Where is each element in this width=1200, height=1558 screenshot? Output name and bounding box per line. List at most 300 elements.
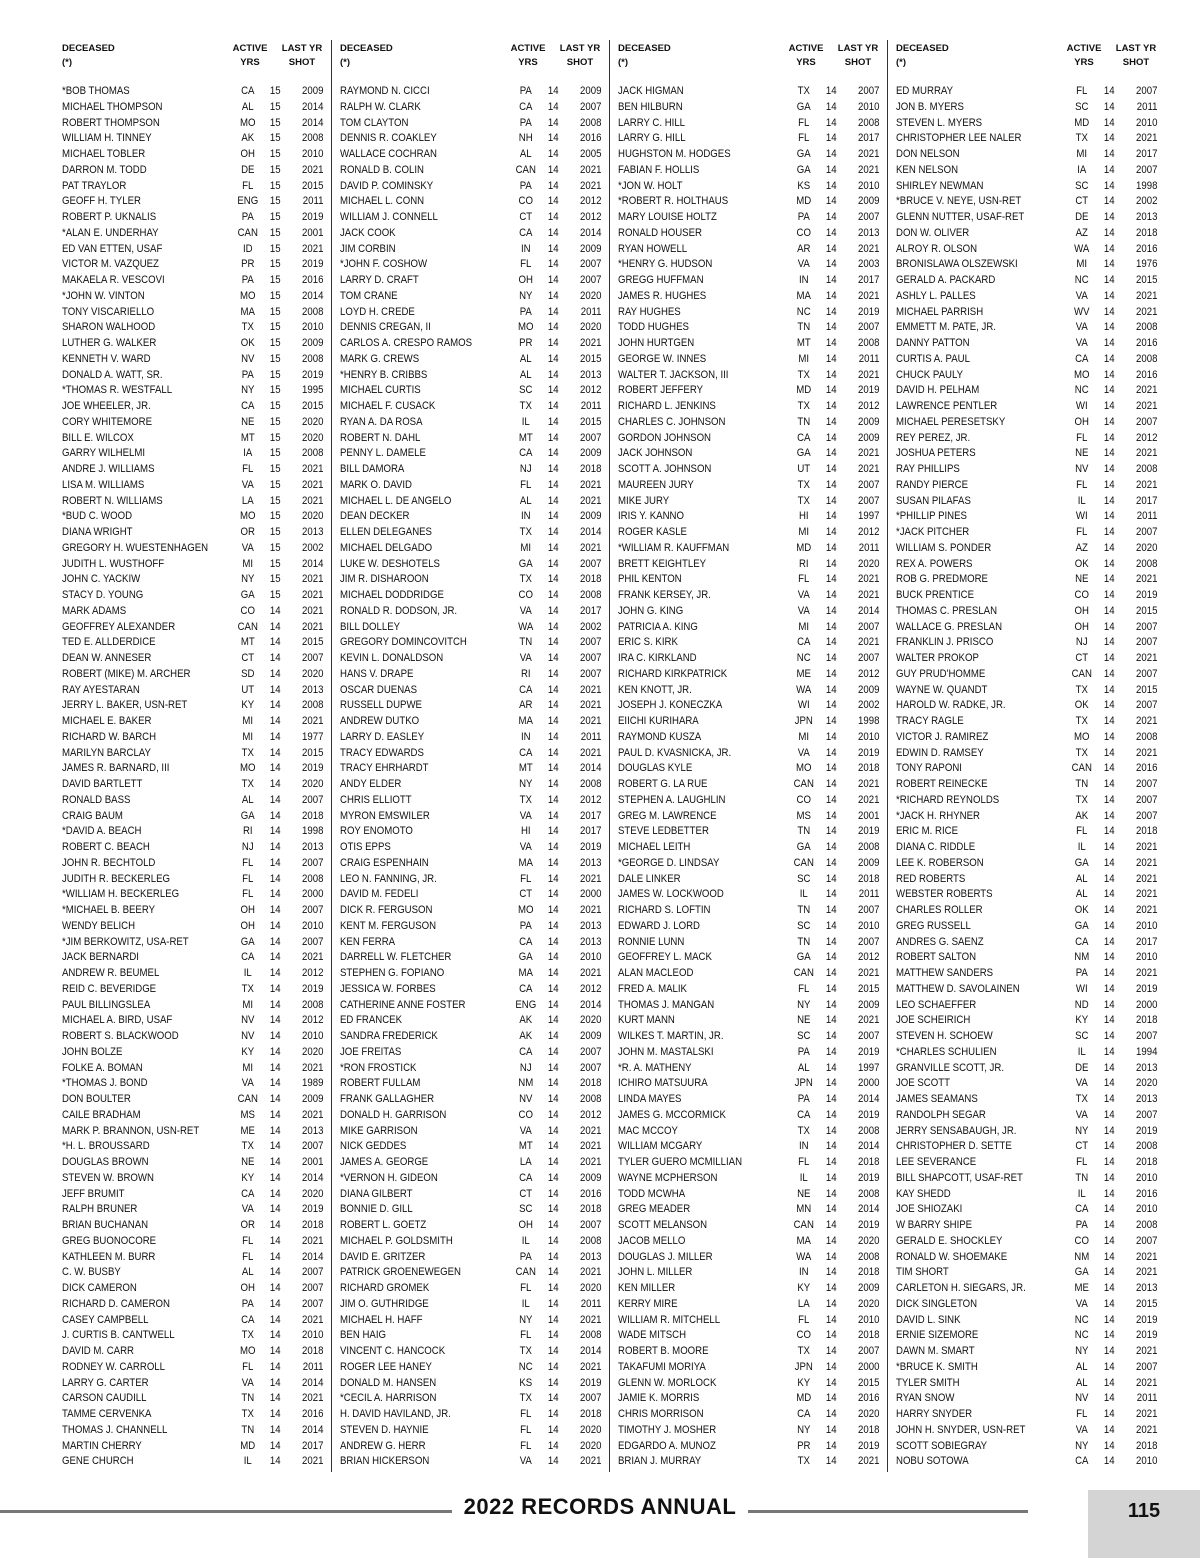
last-year-shot: 2021 (580, 337, 602, 349)
shooter-name: MARK G. CREWS (340, 352, 420, 365)
state-code: ME (1074, 1282, 1089, 1294)
shooter-name: DONALD H. GARRISON (340, 1108, 447, 1121)
list-item (618, 761, 880, 777)
last-year-shot: 2000 (858, 1077, 880, 1090)
active-years-header: ACTIVE YRS (1066, 43, 1102, 68)
shooter-name: ROGER LEE HANEY (340, 1360, 432, 1373)
active-years: 14 (547, 746, 559, 759)
list-item (618, 856, 880, 872)
last-year-shot: 2010 (1136, 116, 1158, 129)
active-years: 14 (825, 1297, 837, 1310)
active-years: 14 (269, 1297, 281, 1310)
last-year-shot: 2012 (580, 1108, 602, 1121)
shooter-name: JACK HIGMAN (618, 85, 684, 97)
list-item (618, 1155, 880, 1171)
last-year-shot: 2021 (858, 1455, 880, 1468)
list-item (340, 320, 602, 336)
active-years: 14 (1103, 951, 1115, 964)
list-item (62, 352, 324, 368)
state-code: IL (1077, 1187, 1086, 1200)
shooter-name: JOHN R. BECHTOLD (62, 856, 156, 869)
state-code: FL (520, 872, 532, 885)
last-year-shot: 2012 (580, 793, 602, 806)
last-year-shot: 2008 (302, 132, 324, 145)
state-code: MI (242, 715, 254, 727)
state-code: MO (240, 510, 256, 523)
list-item (62, 1029, 324, 1045)
state-code: AL (241, 1266, 254, 1279)
active-years: 14 (547, 1297, 559, 1310)
state-code: FL (242, 1234, 254, 1247)
shooter-name: *HENRY B. CRIBBS (340, 368, 428, 381)
last-year-shot: 2013 (580, 368, 602, 381)
last-year-shot: 2021 (858, 1014, 880, 1027)
last-year-shot: 2008 (302, 352, 324, 365)
active-years: 14 (547, 904, 559, 916)
active-years: 14 (269, 809, 281, 822)
state-code: MO (1074, 368, 1090, 381)
column-divider (331, 40, 332, 1472)
state-code: NY (797, 998, 811, 1011)
state-code: WI (1075, 982, 1088, 995)
shooter-name: VICTOR M. VAZQUEZ (62, 258, 159, 271)
state-code: MO (518, 321, 534, 334)
shooter-name: PHIL KENTON (618, 573, 682, 586)
list-item (896, 446, 1158, 462)
shooter-name: TRACY EHRHARDT (340, 762, 429, 775)
last-year-shot: 2008 (858, 1124, 880, 1137)
last-year-shot: 2007 (1136, 163, 1158, 176)
shooter-name: CATHERINE ANNE FOSTER (340, 998, 466, 1011)
shooter-name: LEO N. FANNING, JR. (340, 872, 437, 885)
list-item (62, 698, 324, 714)
state-code: IL (1077, 1045, 1086, 1058)
state-code: OH (240, 904, 255, 916)
column-header (896, 40, 1158, 80)
active-years: 14 (825, 1140, 837, 1153)
state-code: TN (797, 415, 811, 428)
last-year-shot: 2011 (580, 1297, 602, 1310)
last-year-shot: 2018 (858, 762, 880, 775)
shooter-name: LARRY D. CRAFT (340, 274, 419, 286)
list-item (618, 194, 880, 210)
list-item (618, 84, 880, 100)
list-item (62, 1391, 324, 1407)
list-item (896, 257, 1158, 273)
last-year-shot: 2021 (1136, 967, 1158, 979)
state-code: SC (797, 872, 811, 885)
state-code: TN (1075, 1171, 1089, 1184)
state-code: VA (241, 1077, 254, 1090)
shooter-name: MICHAEL PERESETSKY (896, 415, 1006, 428)
last-year-shot: 2021 (1136, 904, 1158, 916)
active-years: 14 (269, 715, 281, 727)
state-code: CA (519, 1171, 533, 1184)
last-year-shot: 2021 (1136, 856, 1158, 869)
active-years: 14 (1103, 636, 1115, 649)
shooter-name: WALLACE G. PRESLAN (896, 620, 1003, 633)
list-item (896, 116, 1158, 132)
list-item (340, 1360, 602, 1376)
last-year-shot: 2014 (302, 1171, 324, 1184)
shooter-name: CHARLES ROLLER (896, 904, 983, 916)
shooter-column-1 (62, 40, 324, 1466)
shooter-name: DENNIS CREGAN, II (340, 321, 431, 334)
shooter-name: HUGHSTON M. HODGES (618, 148, 731, 160)
list-item (62, 273, 324, 289)
active-years: 14 (1103, 195, 1115, 208)
last-year-shot: 2010 (1136, 1203, 1158, 1216)
state-code: VA (241, 1376, 254, 1389)
list-item (62, 809, 324, 825)
last-year-shot: 2010 (302, 919, 324, 932)
list-item (896, 793, 1158, 809)
active-years: 14 (1103, 1108, 1115, 1121)
list-item (896, 100, 1158, 116)
shooter-list (340, 84, 602, 1470)
last-year-shot: 2015 (1136, 683, 1158, 696)
active-years: 14 (547, 85, 559, 97)
shooter-name: *RON FROSTICK (340, 1061, 417, 1074)
shooter-name: DARRELL W. FLETCHER (340, 951, 452, 964)
list-item (340, 336, 602, 352)
list-item (62, 777, 324, 793)
last-year-shot: 2013 (302, 526, 324, 538)
state-code: IL (1077, 494, 1086, 507)
state-code: GA (1074, 1266, 1089, 1279)
last-year-shot: 2021 (302, 951, 324, 964)
state-code: TX (241, 1140, 254, 1153)
list-item (62, 982, 324, 998)
state-code: MI (1076, 148, 1088, 160)
state-code: CA (519, 683, 533, 696)
active-years: 15 (269, 211, 281, 223)
list-item (340, 683, 602, 699)
active-years: 14 (547, 478, 559, 491)
list-item (62, 1439, 324, 1455)
state-code: NE (797, 1187, 811, 1200)
last-year-shot: 2007 (1136, 526, 1158, 538)
list-item (340, 604, 602, 620)
list-item (618, 1202, 880, 1218)
state-code: MI (242, 557, 254, 570)
state-code: CO (240, 604, 255, 617)
active-years: 15 (269, 510, 281, 523)
state-code: CO (796, 226, 811, 239)
shooter-name: ANDREW G. HERR (340, 1439, 426, 1452)
list-item (340, 1076, 602, 1092)
state-code: TX (519, 1345, 532, 1357)
last-year-shot: 2014 (858, 604, 880, 617)
shooter-name: MARK P. BRANNON, USN-RET (62, 1124, 200, 1137)
list-item (896, 525, 1158, 541)
shooter-name: *PHILLIP PINES (896, 510, 967, 523)
state-code: SC (1075, 179, 1089, 192)
list-item (618, 525, 880, 541)
last-year-shot: 2007 (1136, 699, 1158, 712)
last-year-shot: 2008 (858, 1250, 880, 1263)
active-years: 14 (825, 1124, 837, 1137)
state-code: MO (1074, 730, 1090, 743)
shooter-name: LARRY G. HILL (618, 132, 686, 145)
shooter-name: BRIAN J. MURRAY (618, 1455, 702, 1468)
active-years: 15 (269, 478, 281, 491)
list-item (896, 478, 1158, 494)
state-code: KS (519, 1376, 533, 1389)
shooter-name: J. CURTIS B. CANTWELL (62, 1329, 175, 1342)
active-years: 14 (825, 699, 837, 712)
state-code: RI (242, 825, 253, 838)
list-item (340, 352, 602, 368)
shooter-name: MIKE JURY (618, 494, 670, 507)
active-years: 14 (269, 683, 281, 696)
last-year-shot: 2008 (1136, 463, 1158, 475)
state-code: MI (242, 730, 254, 743)
last-year-shot: 2021 (1136, 289, 1158, 302)
shooter-name: RANDY PIERCE (896, 478, 969, 491)
last-year-shot: 2008 (1136, 1140, 1158, 1153)
active-years: 15 (269, 242, 281, 255)
list-item (62, 872, 324, 888)
active-years: 14 (547, 573, 559, 586)
active-years: 14 (547, 368, 559, 381)
list-item (62, 257, 324, 273)
last-year-shot: 1976 (1136, 258, 1158, 271)
list-item (618, 1250, 880, 1266)
state-code: NM (518, 1077, 534, 1090)
shooter-name: VINCENT C. HANCOCK (340, 1345, 446, 1357)
state-code: MO (240, 116, 256, 129)
active-years: 14 (825, 809, 837, 822)
list-item (62, 131, 324, 147)
last-year-shot: 2009 (580, 242, 602, 255)
last-year-shot: 2018 (580, 463, 602, 475)
list-item (618, 289, 880, 305)
list-item (618, 919, 880, 935)
active-years: 14 (1103, 1392, 1115, 1405)
shooter-name: GARRY WILHELMI (62, 447, 146, 460)
last-year-shot: 2007 (580, 652, 602, 664)
state-code: JPN (794, 1077, 813, 1090)
shooter-name: ROBERT B. MOORE (618, 1345, 709, 1357)
list-item (62, 572, 324, 588)
shooter-name: GLENN W. MORLOCK (618, 1376, 717, 1389)
active-years: 15 (269, 305, 281, 318)
state-code: CO (1074, 589, 1089, 601)
column-header (618, 40, 880, 80)
active-years: 14 (825, 195, 837, 208)
state-code: FL (520, 1423, 532, 1436)
list-item (340, 289, 602, 305)
active-years: 14 (1103, 1360, 1115, 1373)
list-item (896, 1155, 1158, 1171)
list-item (618, 635, 880, 651)
active-years: 14 (825, 541, 837, 554)
active-years: 14 (1103, 1171, 1115, 1184)
last-year-shot: 2007 (302, 793, 324, 806)
shooter-name: STEPHEN G. FOPIANO (340, 967, 445, 979)
last-year-shot: 2021 (302, 1313, 324, 1326)
list-item (618, 163, 880, 179)
shooter-name: ANDRES G. SAENZ (896, 935, 984, 948)
state-code: VA (1075, 1077, 1088, 1090)
active-years: 14 (825, 526, 837, 538)
shooter-name: CHRISTOPHER D. SETTE (896, 1140, 1012, 1153)
active-years: 14 (269, 825, 281, 838)
shooter-name: BILL E. WILCOX (62, 431, 134, 444)
state-code: VA (241, 541, 254, 554)
last-year-shot: 2020 (580, 1014, 602, 1027)
active-years: 14 (269, 1313, 281, 1326)
state-code: IL (243, 1455, 252, 1468)
active-years: 14 (1103, 1093, 1115, 1105)
page-footer (0, 1490, 1200, 1558)
shooter-name: RICHARD L. JENKINS (618, 400, 716, 412)
shooter-name: MICHAEL DODDRIDGE (340, 589, 444, 601)
list-item (618, 683, 880, 699)
list-item (618, 478, 880, 494)
state-code: LA (519, 1156, 532, 1168)
last-year-shot: 2021 (580, 1360, 602, 1373)
active-years: 14 (269, 1093, 281, 1105)
list-item (618, 305, 880, 321)
list-item (618, 1187, 880, 1203)
state-code: GA (518, 951, 533, 964)
active-years-header: ACTIVE YRS (510, 43, 546, 68)
shooter-name: KEN KNOTT, JR. (618, 683, 692, 696)
active-years: 14 (825, 1219, 837, 1231)
state-code: NC (1074, 274, 1089, 286)
shooter-name: *THOMAS J. BOND (62, 1077, 148, 1090)
last-year-shot: 2021 (302, 589, 324, 601)
list-item (62, 226, 324, 242)
active-years: 14 (547, 321, 559, 334)
shooter-name: RAYMOND KUSZA (618, 730, 702, 743)
active-years: 14 (825, 1360, 837, 1373)
last-year-shot: 2021 (580, 872, 602, 885)
list-item (62, 620, 324, 636)
list-item (62, 1407, 324, 1423)
active-years: 14 (825, 856, 837, 869)
list-item (618, 651, 880, 667)
last-year-shot: 2018 (580, 1408, 602, 1420)
state-code: IN (798, 1140, 809, 1153)
active-years: 14 (1103, 1439, 1115, 1452)
last-year-shot: 2008 (580, 1093, 602, 1105)
last-year-shot: 2021 (858, 778, 880, 790)
active-years: 14 (825, 494, 837, 507)
shooter-name: *BOB THOMAS (62, 85, 130, 97)
active-years: 14 (1103, 935, 1115, 948)
state-code: MO (240, 289, 256, 302)
last-year-shot: 2008 (1136, 730, 1158, 743)
active-years: 15 (269, 541, 281, 554)
shooter-name: TONY RAPONI (896, 762, 962, 775)
list-item (896, 1360, 1158, 1376)
state-code: TX (797, 1124, 810, 1137)
state-code: CA (1075, 352, 1089, 365)
last-year-shot: 2020 (580, 1423, 602, 1436)
list-item (618, 446, 880, 462)
last-year-shot: 2010 (1136, 919, 1158, 932)
last-year-shot: 2017 (580, 809, 602, 822)
active-years: 14 (269, 1187, 281, 1200)
shooter-name: JOHN BOLZE (62, 1045, 123, 1058)
last-year-shot: 2020 (858, 557, 880, 570)
state-code: CA (1075, 1203, 1089, 1216)
state-code: VA (1075, 337, 1088, 349)
shooter-name: ICHIRO MATSUURA (618, 1077, 708, 1090)
state-code: CO (518, 1108, 533, 1121)
list-item (62, 1171, 324, 1187)
active-years: 15 (269, 557, 281, 570)
state-code: NY (1075, 1345, 1089, 1357)
active-years: 15 (269, 85, 281, 97)
state-code: MD (796, 384, 812, 397)
shooter-name: DONALD A. WATT, SR. (62, 368, 163, 381)
state-code: MI (798, 730, 810, 743)
state-code: MA (796, 289, 811, 302)
shooter-name: DICK CAMERON (62, 1282, 137, 1294)
active-years: 14 (825, 652, 837, 664)
deceased-header: DECEASED (*) (340, 43, 393, 68)
state-code: CAN (515, 1266, 536, 1279)
active-years: 14 (547, 652, 559, 664)
last-year-shot: 2018 (858, 1329, 880, 1342)
shooter-name: JACK COOK (340, 226, 396, 239)
state-code: TX (797, 478, 810, 491)
list-item (896, 746, 1158, 762)
shooter-name: TODD MCWHA (618, 1187, 686, 1200)
list-item (62, 714, 324, 730)
state-code: AK (519, 1014, 533, 1027)
last-year-shot: 2007 (580, 667, 602, 680)
last-year-shot: 2010 (580, 951, 602, 964)
active-years: 14 (1103, 415, 1115, 428)
list-item (62, 84, 324, 100)
state-code: NV (1075, 463, 1089, 475)
last-year-shot: 2002 (580, 620, 602, 633)
list-item (340, 872, 602, 888)
active-years: 14 (825, 1030, 837, 1042)
shooter-name: WAYNE W. QUANDT (896, 683, 988, 696)
list-item (618, 541, 880, 557)
shooter-name: KENNETH V. WARD (62, 352, 151, 365)
state-code: MD (240, 1439, 256, 1452)
state-code: OK (1074, 904, 1089, 916)
last-year-shot: 2017 (302, 1439, 324, 1452)
last-year-shot: 2011 (580, 400, 602, 412)
list-item (896, 714, 1158, 730)
list-item (618, 1108, 880, 1124)
active-years: 14 (547, 447, 559, 460)
state-code: OK (1074, 699, 1089, 712)
page-number: 115 (1127, 1500, 1161, 1522)
active-years: 14 (269, 778, 281, 790)
state-code: NH (518, 132, 533, 145)
shooter-name: BRETT KEIGHTLEY (618, 557, 707, 570)
list-item (340, 1218, 602, 1234)
list-item (618, 352, 880, 368)
state-code: NY (1075, 1124, 1089, 1137)
active-years: 14 (547, 951, 559, 964)
list-item (618, 667, 880, 683)
state-code: CAN (793, 778, 814, 790)
active-years: 14 (1103, 841, 1115, 853)
shooter-name: JACK JOHNSON (618, 447, 693, 460)
last-year-header: LAST YR SHOT (837, 43, 879, 68)
state-code: GA (518, 557, 533, 570)
